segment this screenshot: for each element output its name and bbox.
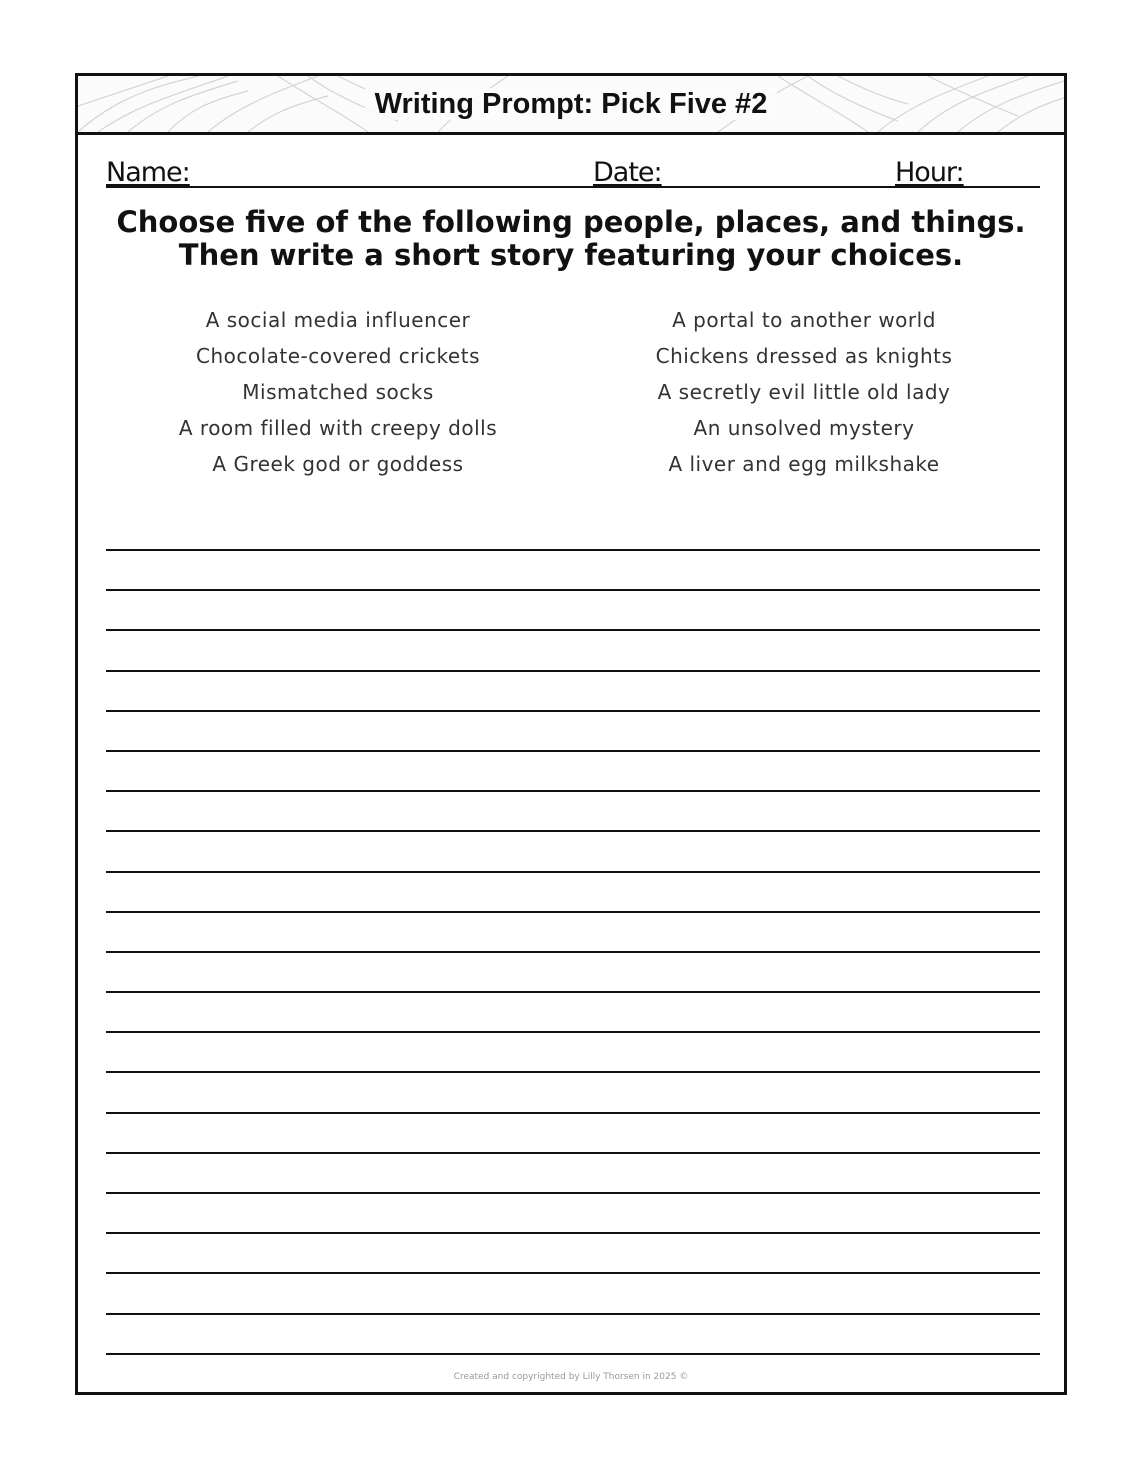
writing-line[interactable] — [106, 1192, 1040, 1232]
instructions-line-2: Then write a short story featuring your choices. — [178, 238, 964, 272]
choices-left-column — [103, 302, 573, 482]
writing-line[interactable] — [106, 790, 1040, 830]
hour-label: Hour: — [895, 157, 964, 188]
writing-line[interactable] — [106, 589, 1040, 629]
writing-line[interactable] — [106, 750, 1040, 790]
choice-item: Chickens dressed as knights — [655, 344, 953, 368]
writing-line[interactable] — [106, 1272, 1040, 1312]
choice-item: A portal to another world — [672, 308, 936, 332]
choices-right-column — [569, 302, 1039, 482]
date-label: Date: — [593, 157, 662, 188]
choice-item: A secretly evil little old lady — [657, 380, 951, 404]
writing-line[interactable] — [106, 1152, 1040, 1192]
title-banner — [78, 76, 1064, 135]
writing-line[interactable] — [106, 830, 1040, 870]
writing-line[interactable] — [106, 1353, 1040, 1355]
writing-line[interactable] — [106, 629, 1040, 669]
writing-line[interactable] — [106, 911, 1040, 951]
writing-line[interactable] — [106, 1031, 1040, 1071]
writing-lines[interactable] — [106, 549, 1040, 1355]
choice-item: A room filled with creepy dolls — [178, 416, 498, 440]
worksheet-frame — [75, 73, 1067, 1395]
worksheet-title — [78, 76, 1064, 132]
worksheet-title-text: Writing Prompt: Pick Five #2 — [365, 88, 778, 120]
writing-line[interactable] — [106, 710, 1040, 750]
instructions — [78, 206, 1064, 272]
name-label: Name: — [106, 157, 190, 188]
writing-line[interactable] — [106, 951, 1040, 991]
writing-line[interactable] — [106, 1232, 1040, 1272]
choice-item: A liver and egg milkshake — [668, 452, 940, 476]
writing-line[interactable] — [106, 1112, 1040, 1152]
instructions-line-1: Choose five of the following people, places, and things. — [116, 205, 1026, 239]
writing-line[interactable] — [106, 670, 1040, 710]
writing-line[interactable] — [106, 1071, 1040, 1111]
choice-item: An unsolved mystery — [693, 416, 915, 440]
choice-item: A social media influencer — [205, 308, 471, 332]
student-info-row — [106, 152, 1040, 188]
choice-item: A Greek god or goddess — [212, 452, 464, 476]
writing-line[interactable] — [106, 1313, 1040, 1353]
copyright-footer: Created and copyrighted by Lilly Thorsen in 2025 © — [453, 1372, 689, 1382]
writing-line[interactable] — [106, 549, 1040, 589]
choice-item: Chocolate-covered crickets — [195, 344, 480, 368]
writing-line[interactable] — [106, 871, 1040, 911]
writing-line[interactable] — [106, 991, 1040, 1031]
choice-item: Mismatched socks — [242, 380, 434, 404]
